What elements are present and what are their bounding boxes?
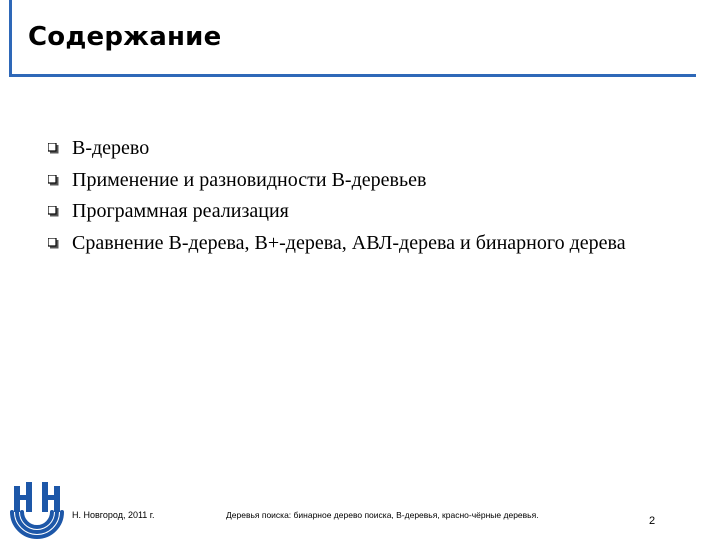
footer-location-date: Н. Новгород, 2011 г. bbox=[72, 510, 155, 520]
university-logo-icon bbox=[6, 478, 68, 540]
bullet-item bbox=[48, 200, 688, 224]
slide-title: Содержание bbox=[28, 22, 222, 52]
page-number: 2 bbox=[649, 515, 656, 527]
checkbox-square-icon bbox=[48, 238, 59, 249]
checkbox-square-icon bbox=[48, 206, 59, 217]
bullet-item bbox=[48, 232, 688, 256]
title-frame-vertical bbox=[9, 0, 12, 76]
bullet-item bbox=[48, 169, 688, 193]
bullet-list bbox=[48, 137, 688, 263]
footer-course-title: Деревья поиска: бинарное дерево поиска, B-деревья, красно-чёрные деревья. bbox=[226, 510, 539, 520]
checkbox-square-icon bbox=[48, 143, 59, 154]
bullet-text: Программная реализация bbox=[72, 200, 289, 222]
bullet-text: B-дерево bbox=[72, 137, 150, 159]
bullet-text: Сравнение B-дерева, B+-дерева, АВЛ-дерева и бинарного дерева bbox=[72, 231, 626, 254]
checkbox-square-icon bbox=[48, 175, 59, 186]
bullet-text: Применение и разновидности B-деревьев bbox=[72, 168, 427, 191]
title-frame-horizontal bbox=[9, 74, 696, 77]
bullet-item bbox=[48, 137, 688, 161]
